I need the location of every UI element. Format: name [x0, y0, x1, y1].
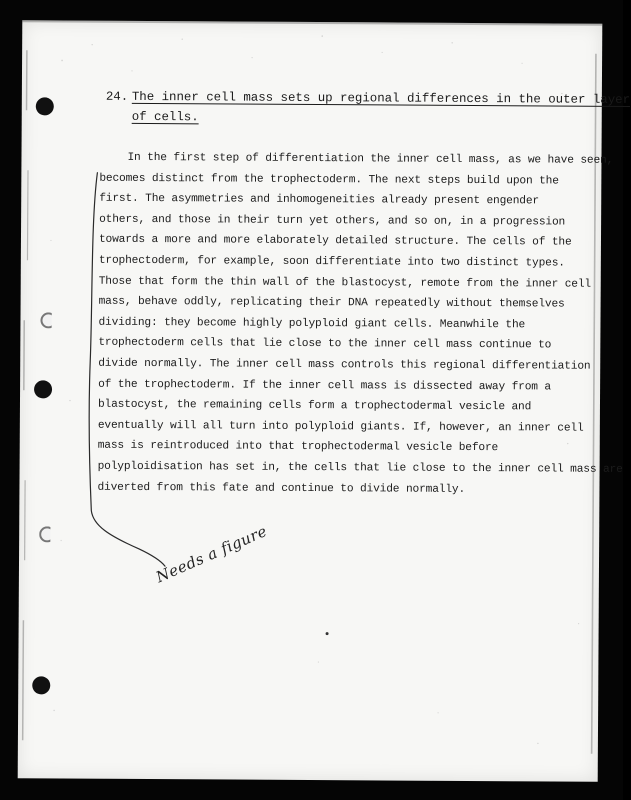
body-line: mass is reintroduced into that trophectodermal vesicle before — [97, 440, 499, 455]
body-line: divide normally. The inner cell mass controls this regional differentiation — [98, 357, 591, 373]
body-line: trophectoderm cells that lie close to the inner cell mass continue to — [98, 337, 552, 352]
document-page — [18, 20, 631, 782]
body-line: trophectoderm, for example, soon differentiate into two distinct types. — [98, 254, 565, 270]
body-line: eventually will all turn into polyploid giants. If, however, an inner cell — [97, 419, 584, 435]
punch-hole-top — [36, 97, 54, 115]
body-line: diverted from this fate and continue to divide normally. — [97, 481, 466, 496]
punch-hole-mid — [34, 380, 52, 398]
body-line: first. The asymmetries and inhomogeneities already present engender — [99, 192, 540, 208]
body-line: In the first step of differentiation the inner cell mass, as we have seen, — [127, 151, 614, 167]
section-heading — [105, 87, 631, 125]
section-number: 24. — [105, 89, 129, 104]
body-line: mass, behave oddly, replicating their DNA repeatedly without themselves — [98, 295, 565, 311]
body-line: of the trophectoderm. If the inner cell mass is dissected away from a — [98, 378, 552, 394]
body-line: dividing: they become highly polyploid giant cells. Meanwhile the — [98, 316, 526, 332]
body-paragraph — [97, 148, 623, 501]
heading-line-2: of cells. — [131, 109, 199, 125]
body-line: Those that form the thin wall of the blastocyst, remote from the inner cell — [98, 275, 592, 291]
body-line: blastocyst, the remaining cells form a trophectodermal vesicle and — [97, 398, 532, 414]
punch-hole-mid-upper — [40, 312, 56, 328]
body-line: polyploidisation has set in, the cells that lie close to the inner cell mass are — [97, 460, 623, 476]
heading-line-1: The inner cell mass sets up regional differences in the outer layer — [131, 89, 631, 107]
body-line: others, and those in their turn yet others, and so on, in a progression — [99, 213, 566, 229]
ink-speck — [326, 632, 329, 635]
body-line: towards a more and more elaborately detailed structure. The cells of the — [98, 234, 572, 249]
punch-hole-bottom — [32, 676, 50, 694]
body-line: becomes distinct from the trophectoderm. The next steps build upon the — [99, 172, 559, 188]
punch-hole-mid-lower — [39, 526, 55, 542]
handwritten-note: Needs a figure — [153, 521, 270, 587]
